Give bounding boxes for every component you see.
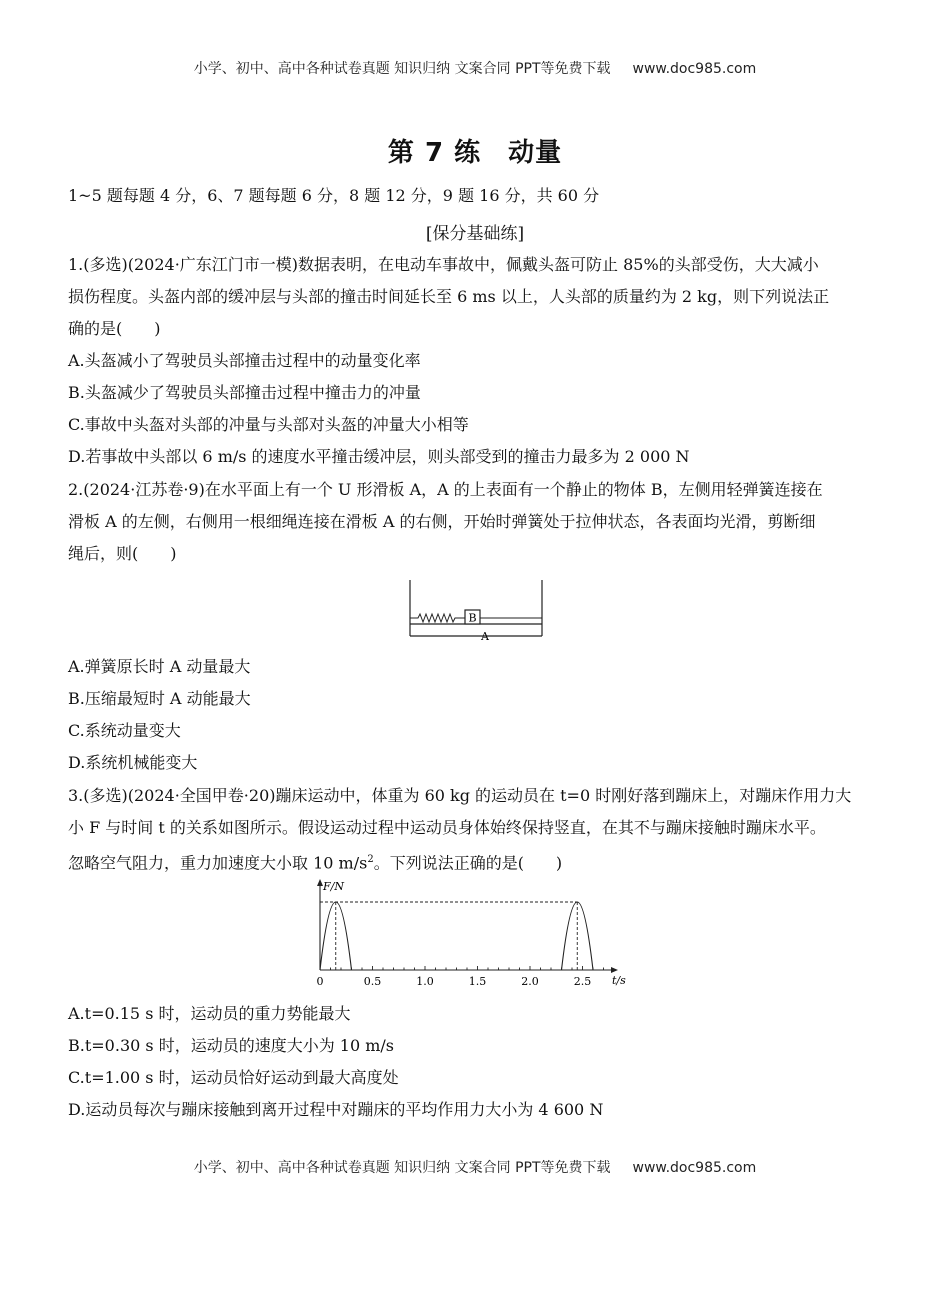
q3-line-1: 3.(多选)(2024·全国甲卷·20)蹦床运动中，体重为 60 kg 的运动员在 t=0 时刚好落到蹦床上，对蹦床作用力大 — [68, 786, 852, 805]
header-text: 小学、初中、高中各种试卷真题 知识归纳 文案合同 PPT等免费下载 — [193, 61, 611, 77]
q2-option-d: D.系统机械能变大 — [68, 753, 198, 772]
q1-line-2: 损伤程度。头盔内部的缓冲层与头部的撞击时间延长至 6 ms 以上，人头部的质量约为 2 kg，则下列说法正 — [68, 287, 830, 306]
page-footer — [0, 1157, 950, 1177]
q1-line-1: 1.(多选)(2024·广东江门市一模)数据表明，在电动车事故中，佩戴头盔可防止 85%的头部受伤，大大减小 — [68, 255, 819, 274]
footer-text: 小学、初中、高中各种试卷真题 知识归纳 文案合同 PPT等免费下载 — [193, 1160, 611, 1176]
page-header — [0, 58, 950, 78]
header-site[interactable]: www.doc985.com — [632, 61, 757, 77]
q1-option-a: A.头盔减小了驾驶员头部撞击过程中的动量变化率 — [68, 351, 421, 370]
footer-site[interactable]: www.doc985.com — [632, 1160, 757, 1176]
q3-line-3-a: 忽略空气阻力，重力加速度大小取 10 m/s — [68, 853, 368, 873]
q1-option-c: C.事故中头盔对头部的冲量与头部对头盔的冲量大小相等 — [68, 415, 469, 434]
q3-line-3-b: 。下列说法正确的是( ) — [373, 853, 563, 873]
q2-option-b: B.压缩最短时 A 动能最大 — [68, 689, 251, 708]
q1-option-d: D.若事故中头部以 6 m/s 的速度水平撞击缓冲层，则头部受到的撞击力最多为 2 000 N — [68, 447, 690, 466]
x-tick-label: 1.0 — [416, 975, 434, 988]
q3-option-d: D.运动员每次与蹦床接触到离开过程中对蹦床的平均作用力大小为 4 600 N — [68, 1100, 604, 1119]
q3-line-2: 小 F 与时间 t 的关系如图所示。假设运动过程中运动员身体始终保持竖直，在其不与蹦床接触时蹦床水平。 — [68, 818, 826, 837]
q2-line-1: 2.(2024·江苏卷·9)在水平面上有一个 U 形滑板 A，A 的上表面有一个静止的物体 B，左侧用轻弹簧连接在 — [68, 480, 823, 499]
x-tick-label: 0.5 — [363, 975, 382, 988]
x-axis-arrow — [611, 967, 618, 973]
x-tick-label: 0 — [316, 975, 324, 988]
block-b-label: B — [468, 611, 477, 625]
q2-line-2: 滑板 A 的左侧，右侧用一根细绳连接在滑板 A 的右侧，开始时弹簧处于拉伸状态，各表面均光滑，剪断细 — [68, 512, 816, 531]
q1-line-3: 确的是( ) — [68, 319, 161, 338]
section-heading: [保分基础练] — [425, 224, 525, 244]
q2-line-3: 绳后，则( ) — [68, 544, 177, 563]
q3-line-3 — [68, 850, 562, 873]
u-board-figure — [405, 578, 547, 642]
x-tick-label: 1.5 — [468, 975, 487, 988]
q1-option-b: B.头盔减少了驾驶员头部撞击过程中撞击力的冲量 — [68, 383, 421, 402]
f-t-chart — [306, 878, 646, 990]
q3-line-3-sup: 2 — [367, 854, 374, 865]
q2-option-a: A.弹簧原长时 A 动量最大 — [68, 657, 251, 676]
page-title: 第 7 练 动量 — [387, 138, 563, 168]
scoring-info: 1~5 题每题 4 分，6、7 题每题 6 分，8 题 12 分，9 题 16 分，共 60 分 — [68, 186, 600, 205]
q3-option-c: C.t=1.00 s 时，运动员恰好运动到最大高度处 — [68, 1068, 399, 1087]
x-tick-label: 2.0 — [521, 975, 539, 988]
q3-option-b: B.t=0.30 s 时，运动员的速度大小为 10 m/s — [68, 1036, 394, 1055]
y-axis-label: F/N — [323, 880, 344, 893]
x-axis-label: t/s — [612, 974, 626, 987]
board-a-label: A — [481, 630, 489, 642]
q3-option-a: A.t=0.15 s 时，运动员的重力势能最大 — [68, 1004, 351, 1023]
x-tick-label: 2.5 — [573, 975, 592, 988]
spring — [410, 614, 465, 622]
q2-option-c: C.系统动量变大 — [68, 721, 181, 740]
